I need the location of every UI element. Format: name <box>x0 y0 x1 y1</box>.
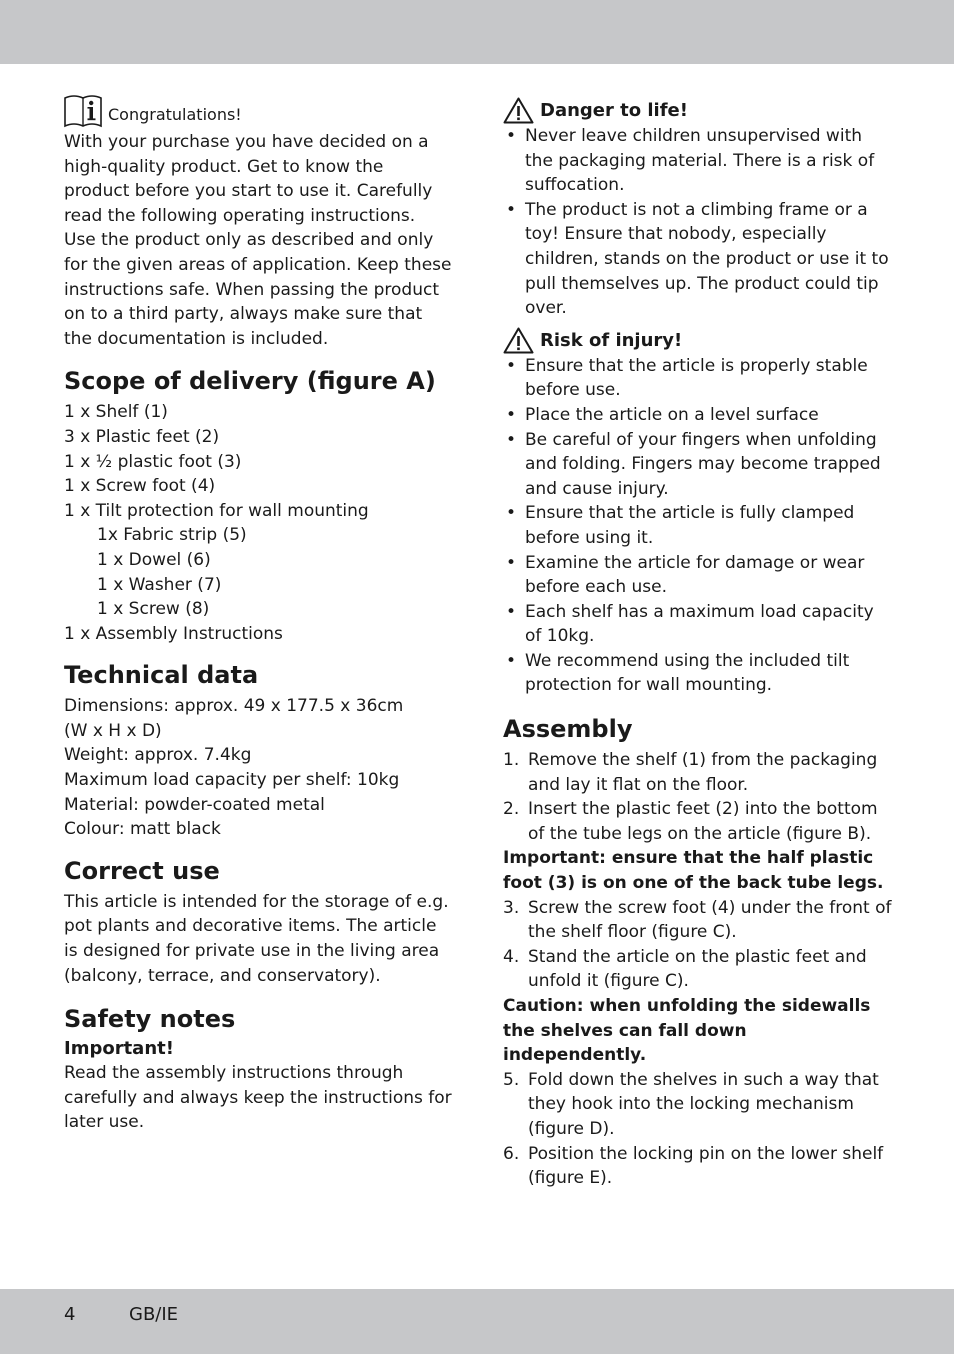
list-item: • Place the article on a level surface <box>503 403 895 428</box>
list-item: 3 x Plastic feet (2) <box>64 426 220 447</box>
list-item: 1 x Tilt protection for wall mounting <box>64 500 369 521</box>
header-bar <box>0 0 954 64</box>
technical-line: Weight: approx. 7.4kg <box>64 745 252 766</box>
step-text: Remove the shelf (1) from the packaging and lay it flat on the floor. <box>528 750 878 795</box>
step-text: Screw the screw foot (4) under the front of the shelf floor (figure C). <box>528 897 892 943</box>
assembly-step <box>503 748 895 797</box>
list-item: • Examine the article for damage or wear before each use. <box>503 551 895 600</box>
intro-title-row <box>64 94 452 128</box>
scope-heading: Scope of delivery (figure A) <box>64 367 436 396</box>
safety-subheading: Important! <box>64 1038 174 1060</box>
step-number: 5. <box>503 1069 520 1090</box>
danger-list <box>503 124 895 321</box>
step-number: 1. <box>503 750 520 771</box>
list-item: 1 x Assembly Instructions <box>64 623 283 644</box>
technical-line: Colour: matt black <box>64 819 221 840</box>
step-text: Fold down the shelves in such a way that they hook into the locking mechanism (figure D). <box>528 1069 879 1139</box>
warning-triangle-icon <box>503 327 534 354</box>
intro-title: Congratulations! <box>108 105 242 125</box>
step-number: 4. <box>503 946 520 967</box>
step-text: Stand the article on the plastic feet and unfold it (figure C). <box>528 946 867 992</box>
step-number: 3. <box>503 897 520 918</box>
page-number: 4 <box>64 1304 76 1325</box>
assembly-step <box>503 945 895 994</box>
list-item: 1 x Screw (8) <box>97 599 210 620</box>
danger-heading-row <box>503 97 895 124</box>
list-item: 1 x Shelf (1) <box>64 402 168 423</box>
technical-lines <box>64 694 452 842</box>
step-number: 6. <box>503 1143 520 1164</box>
danger-heading: Danger to life! <box>540 100 688 121</box>
injury-heading-row <box>503 327 895 354</box>
injury-heading: Risk of injury! <box>540 329 683 351</box>
important-note: Important: ensure that the half plastic foot (3) is on one of the back tube legs. <box>503 848 884 894</box>
warning-triangle-icon <box>503 97 534 124</box>
assembly-steps-b <box>503 896 895 994</box>
list-item: • Never leave children unsupervised with the packaging material. There is a risk of suffocation. <box>503 124 895 198</box>
list-item: 1 x Screw foot (4) <box>64 476 216 497</box>
list-item: • The product is not a climbing frame or a toy! Ensure that nobody, especially children, stands on the product or use it to pull themselves up. The product could tip over. <box>503 198 895 321</box>
right-column <box>503 94 895 1191</box>
technical-line: (W x H x D) <box>64 720 162 741</box>
intro-text: With your purchase you have decided on a high-quality product. Get to know the product before you start to use it. Carefully read the following operating instructions. Use the product only as described and only for the given areas of application. Keep these instructions safe. When passing the product on to a third party, always make sure that the documentation is included. <box>64 132 452 349</box>
assembly-step <box>503 1068 895 1142</box>
assembly-steps-c <box>503 1068 895 1191</box>
list-item: 1 x Washer (7) <box>97 574 222 595</box>
injury-list <box>503 354 895 698</box>
caution-note: Caution: when unfolding the sidewalls the shelves can fall down independently. <box>503 996 871 1066</box>
technical-line: Material: powder-coated metal <box>64 794 325 815</box>
list-item: • We recommend using the included tilt protection for wall mounting. <box>503 649 895 698</box>
assembly-steps-a <box>503 748 895 846</box>
assembly-step <box>503 896 895 945</box>
step-number: 2. <box>503 799 520 820</box>
list-item: • Ensure that the article is properly stable before use. <box>503 354 895 403</box>
assembly-heading: Assembly <box>503 715 633 744</box>
technical-line: Maximum load capacity per shelf: 10kg <box>64 770 400 791</box>
list-item: 1x Fabric strip (5) <box>97 525 247 546</box>
technical-heading: Technical data <box>64 661 259 690</box>
language-code: GB/IE <box>129 1304 179 1325</box>
correct-use-heading: Correct use <box>64 856 220 885</box>
safety-text: Read the assembly instructions through carefully and always keep the instructions for later use. <box>64 1063 452 1133</box>
list-item: • Each shelf has a maximum load capacity of 10kg. <box>503 600 895 649</box>
info-book-icon <box>64 94 102 128</box>
step-text: Insert the plastic feet (2) into the bottom of the tube legs on the article (figure B). <box>528 799 878 844</box>
step-text: Position the locking pin on the lower shelf (figure E). <box>528 1143 884 1189</box>
list-item: • Ensure that the article is fully clamped before using it. <box>503 501 895 550</box>
scope-list <box>64 400 452 646</box>
list-item: 1 x Dowel (6) <box>97 549 211 570</box>
assembly-step <box>503 1142 895 1191</box>
assembly-step <box>503 797 895 846</box>
list-item: • Be careful of your fingers when unfolding and folding. Fingers may become trapped and cause injury. <box>503 428 895 502</box>
safety-heading: Safety notes <box>64 1005 236 1034</box>
left-column <box>64 94 452 1135</box>
technical-line: Dimensions: approx. 49 x 177.5 x 36cm <box>64 696 404 717</box>
list-item: 1 x ½ plastic foot (3) <box>64 451 242 472</box>
correct-use-text: This article is intended for the storage of e.g. pot plants and decorative items. The article is designed for private use in the living area (balcony, terrace, and conservatory). <box>64 891 449 986</box>
